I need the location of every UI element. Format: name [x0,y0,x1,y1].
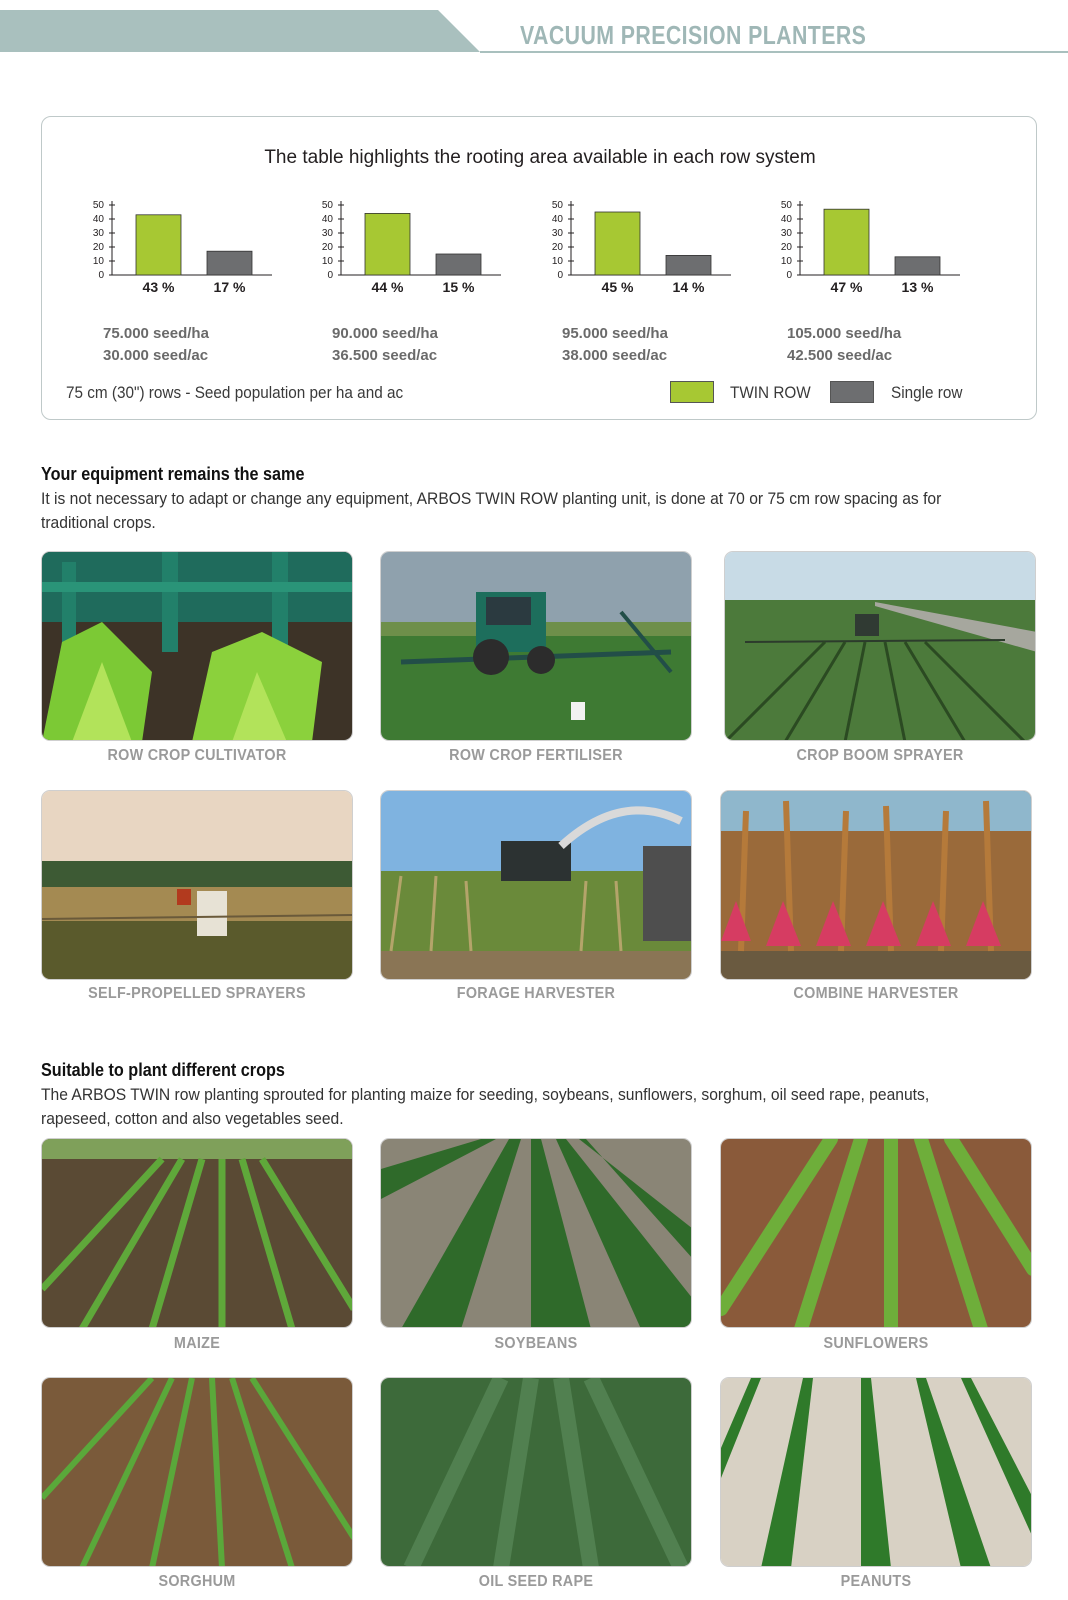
seed-population-1 [103,323,303,367]
caption-row-crop-fertiliser: ROW CROP FERTILISER [449,747,623,764]
chart-legend [670,381,1010,405]
legend-swatch-twin-row [670,381,714,403]
y-tick-label: 40 [92,214,104,225]
y-tick-label: 50 [92,200,104,211]
seed-per-ac: 42.500 seed/ac [787,347,893,364]
seed-per-ac: 38.000 seed/ac [562,347,668,364]
y-tick-label: 10 [321,256,333,267]
bar-single-row [895,257,940,275]
chart-footnote: 75 cm (30") rows - Seed population per ha and ac [66,383,404,402]
photo-row-crop-cultivator [41,551,353,741]
caption-row-crop-cultivator: ROW CROP CULTIVATOR [107,747,287,764]
y-tick-label: 40 [551,214,563,225]
seed-population-4 [787,323,987,367]
photo-crop-boom-sprayer [724,551,1036,741]
y-tick-label: 30 [780,228,792,239]
y-tick-label: 20 [551,242,563,253]
y-tick-label: 30 [551,228,563,239]
bar-chart-1 [86,193,306,303]
y-tick-label: 0 [327,270,333,281]
chart-panel [41,116,1037,420]
photo-row-crop-fertiliser [380,551,692,741]
caption-forage-harvester: FORAGE HARVESTER [456,985,616,1002]
photo-maize [41,1138,353,1328]
photo-combine-harvester [720,790,1032,980]
bar-twin-row [365,213,410,275]
y-tick-label: 10 [780,256,792,267]
bar-data-label: 13 % [901,279,934,295]
caption-sorghum: SORGHUM [158,1573,236,1590]
caption-self-propelled-sprayers: SELF-PROPELLED SPRAYERS [88,985,306,1002]
photo-self-propelled-sprayers [41,790,353,980]
photo-oil-seed-rape [380,1377,692,1567]
y-tick-label: 50 [321,200,333,211]
y-tick-label: 0 [557,270,563,281]
caption-maize: MAIZE [173,1335,221,1352]
y-tick-label: 0 [786,270,792,281]
bar-twin-row [824,209,869,275]
photo-sorghum [41,1377,353,1567]
photo-sunflowers [720,1138,1032,1328]
page-title: VACUUM PRECISION PLANTERS [520,20,867,50]
seed-per-ha: 90.000 seed/ha [332,325,438,342]
y-tick-label: 20 [780,242,792,253]
bar-single-row [436,254,481,275]
bar-data-label: 17 % [213,279,246,295]
seed-per-ac: 30.000 seed/ac [103,347,209,364]
crops-section-title: Suitable to plant different crops [41,1060,285,1080]
y-tick-label: 30 [92,228,104,239]
seed-per-ha: 75.000 seed/ha [103,325,209,342]
bar-data-label: 15 % [442,279,475,295]
photo-forage-harvester [380,790,692,980]
y-tick-label: 20 [321,242,333,253]
seed-per-ac: 36.500 seed/ac [332,347,438,364]
equipment-section-text: It is not necessary to adapt or change any equipment, ARBOS TWIN ROW planting unit, is done at 70 or 75 cm row spacing as for traditional crops. [41,489,942,532]
y-tick-label: 30 [321,228,333,239]
seed-population-3 [562,323,762,367]
bar-chart-4 [774,193,994,303]
y-tick-label: 50 [551,200,563,211]
caption-oil-seed-rape: OIL SEED RAPE [478,1573,594,1590]
y-tick-label: 10 [551,256,563,267]
y-tick-label: 40 [780,214,792,225]
equipment-section-title: Your equipment remains the same [41,464,305,484]
caption-combine-harvester: COMBINE HARVESTER [793,985,959,1002]
y-tick-label: 0 [98,270,104,281]
y-tick-label: 40 [321,214,333,225]
bar-single-row [666,255,711,275]
seed-per-ha: 95.000 seed/ha [562,325,668,342]
seed-population-2 [332,323,532,367]
bar-data-label: 47 % [830,279,863,295]
caption-sunflowers: SUNFLOWERS [823,1335,929,1352]
caption-soybeans: SOYBEANS [494,1335,578,1352]
chart-heading: The table highlights the rooting area available in each row system [264,147,816,168]
bar-data-label: 14 % [672,279,705,295]
photo-peanuts [720,1377,1032,1567]
bar-chart-3 [545,193,765,303]
caption-crop-boom-sprayer: CROP BOOM SPRAYER [796,747,964,764]
legend-label-single-row: Single row [891,383,963,402]
legend-swatch-single-row [830,381,874,403]
header-band [0,0,1068,60]
seed-per-ha: 105.000 seed/ha [787,325,902,342]
bar-single-row [207,251,252,275]
bar-twin-row [595,212,640,275]
bar-data-label: 44 % [371,279,404,295]
bar-twin-row [136,215,181,275]
bar-data-label: 45 % [601,279,634,295]
bar-chart-2 [315,193,535,303]
crops-section-text: The ARBOS TWIN row planting sprouted for planting maize for seeding, soybeans, sunflowers, sorghum, oil seed rape, peanuts, rapeseed, cotton and also vegetables seed. [41,1085,930,1128]
y-tick-label: 10 [92,256,104,267]
bar-data-label: 43 % [142,279,175,295]
photo-soybeans [380,1138,692,1328]
caption-peanuts: PEANUTS [840,1573,912,1590]
legend-label-twin-row: TWIN ROW [730,383,811,402]
y-tick-label: 20 [92,242,104,253]
y-tick-label: 50 [780,200,792,211]
